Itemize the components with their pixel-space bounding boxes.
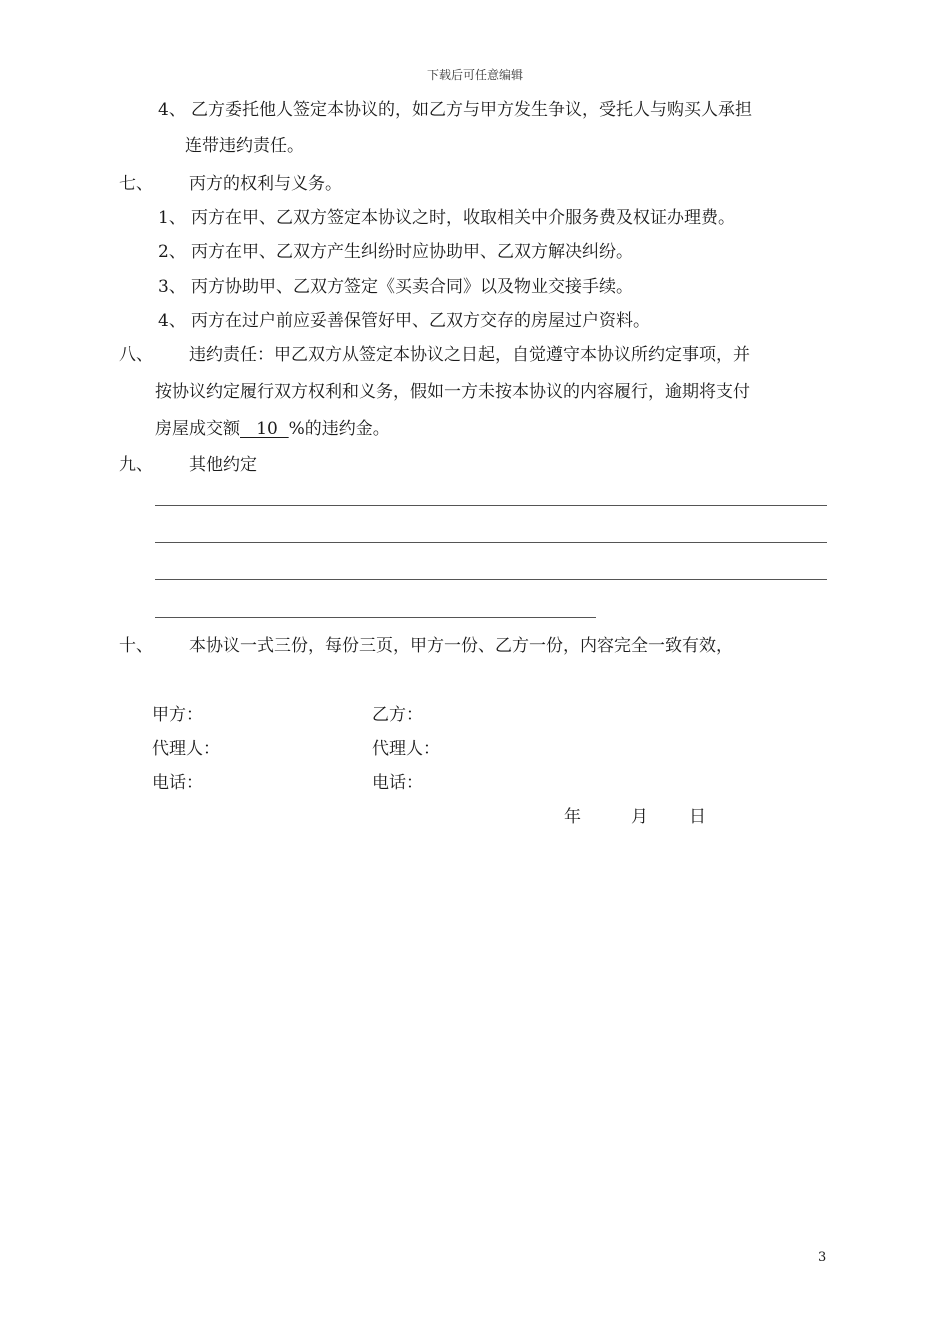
clause-7-1: [158, 207, 735, 229]
agent-b-label: 代理人：: [372, 739, 440, 759]
clause-7-2: [158, 241, 633, 263]
agent-a-label: 代理人：: [152, 739, 220, 759]
section-text: 违约责任：甲乙双方从签定本协议之日起，自觉遵守本协议所约定事项，并: [189, 345, 750, 365]
section-8-line-1: [119, 344, 750, 366]
section-10: [119, 635, 733, 657]
section-number: 九、: [119, 455, 153, 475]
clause-number: 4、: [158, 100, 186, 120]
page-number: 3: [818, 1250, 827, 1265]
section-number: 八、: [119, 345, 153, 365]
clause-6-4: [158, 99, 752, 121]
clause-text: 丙方在过户前应妥善保管好甲、乙双方交存的房屋过户资料。: [191, 311, 650, 331]
blank-line: [155, 542, 827, 543]
section-title: 其他约定: [189, 455, 257, 475]
blank-line: [155, 505, 827, 506]
clause-7-3: [158, 276, 633, 298]
section-title: 丙方的权利与义务。: [189, 174, 342, 194]
clause-text: 丙方在甲、乙双方产生纠纷时应协助甲、乙双方解决纠纷。: [191, 242, 633, 262]
party-b-label: 乙方：: [372, 705, 423, 725]
clause-text: 丙方在甲、乙双方签定本协议之时，收取相关中介服务费及权证办理费。: [191, 208, 735, 228]
penalty-rate-value: 10: [240, 419, 289, 439]
date-day-label: 日: [689, 807, 706, 827]
section-8-line-2: 按协议约定履行双方权利和义务，假如一方未按本协议的内容履行，逾期将支付: [155, 382, 750, 402]
section-9-heading: [119, 454, 257, 476]
section-number: 十、: [119, 636, 153, 656]
date-year-label: 年: [564, 807, 581, 827]
date-month-label: 月: [631, 807, 648, 827]
blank-line: [155, 617, 596, 618]
section-number: 七、: [119, 174, 153, 194]
page-header: 下载后可任意编辑: [426, 68, 523, 82]
clause-number: 3、: [158, 277, 186, 297]
phone-a-label: 电话：: [152, 773, 203, 793]
clause-number: 1、: [158, 208, 186, 228]
penalty-suffix: %的违约金。: [288, 419, 390, 439]
penalty-prefix: 房屋成交额: [155, 419, 240, 439]
section-text: 本协议一式三份，每份三页，甲方一份、乙方一份，内容完全一致有效，: [189, 636, 733, 656]
clause-text: 丙方协助甲、乙双方签定《买卖合同》以及物业交接手续。: [191, 277, 633, 297]
section-7-heading: [119, 173, 342, 195]
clause-6-4-continued: 连带违约责任。: [185, 136, 304, 156]
clause-number: 2、: [158, 242, 186, 262]
phone-b-label: 电话：: [372, 773, 423, 793]
blank-line: [155, 579, 827, 580]
clause-7-4: [158, 310, 650, 332]
section-8-line-3: [155, 418, 390, 440]
clause-text: 乙方委托他人签定本协议的，如乙方与甲方发生争议，受托人与购买人承担: [191, 100, 752, 120]
party-a-label: 甲方：: [152, 705, 203, 725]
clause-number: 4、: [158, 311, 186, 331]
